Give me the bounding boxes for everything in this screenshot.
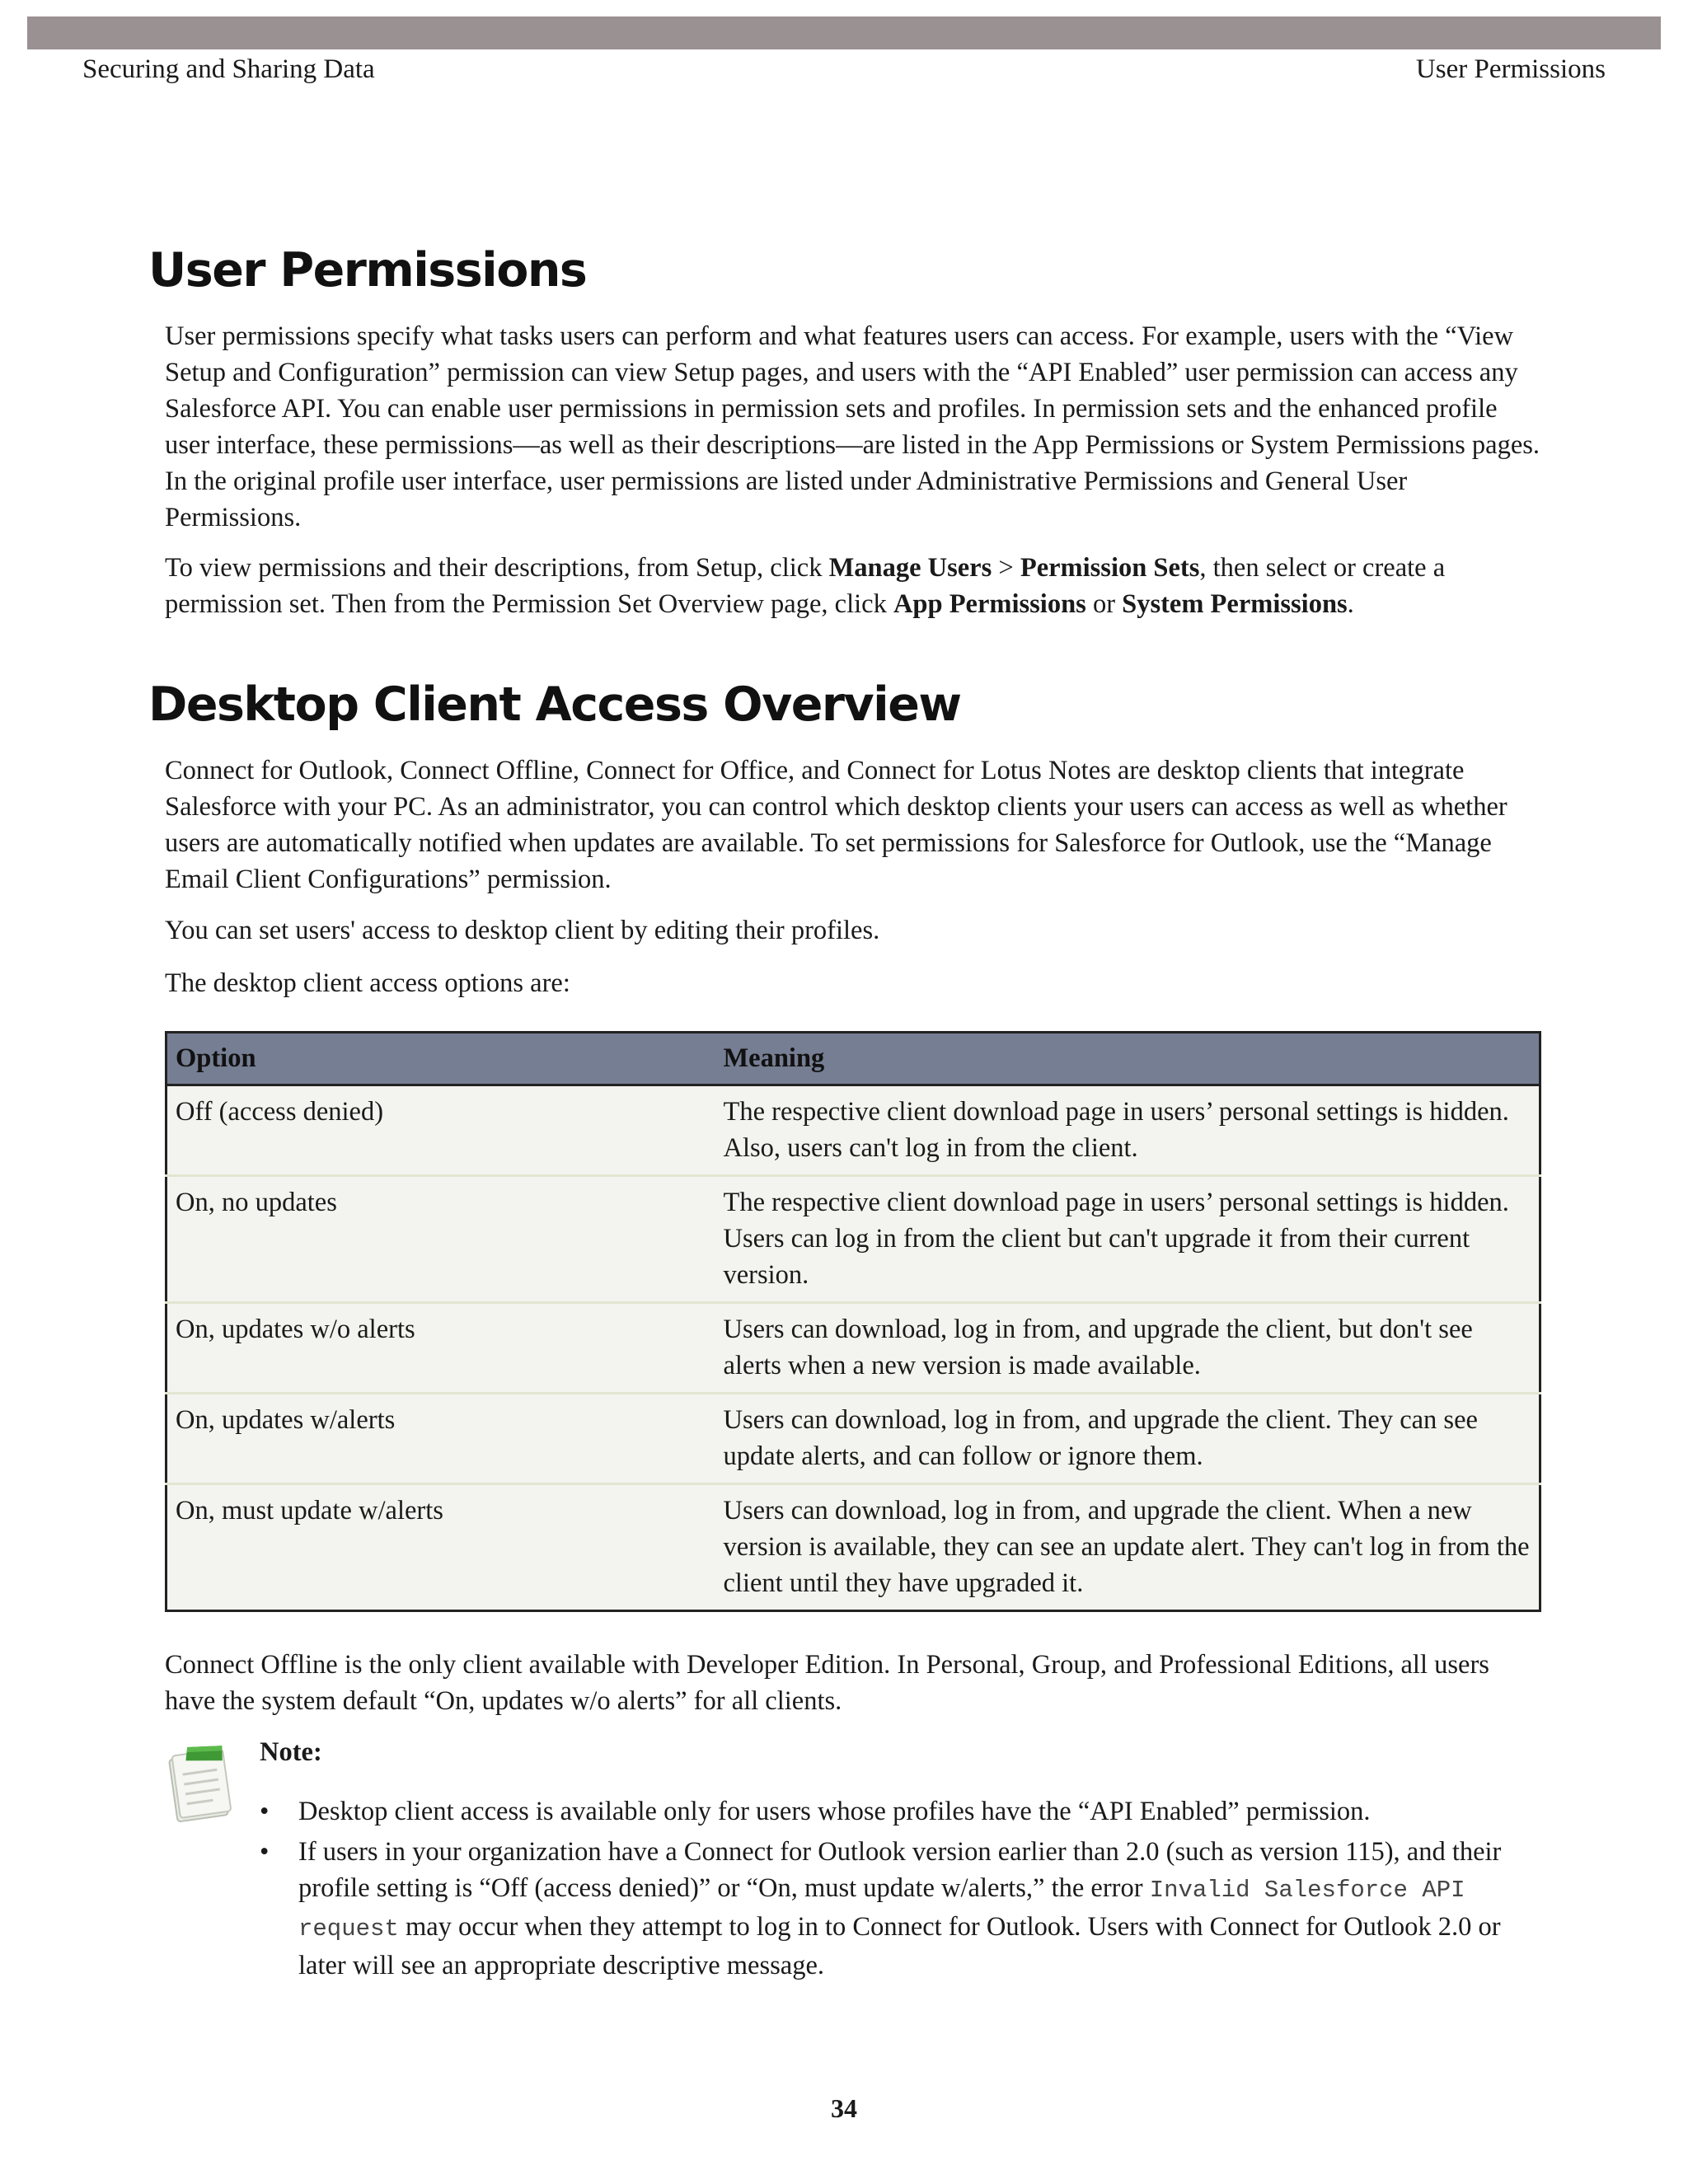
table-row — [166, 1394, 1540, 1484]
note-callout — [165, 1737, 1541, 1985]
permission-sets-link: Permission Sets — [1020, 553, 1200, 583]
system-permissions-link: System Permissions — [1122, 589, 1348, 619]
option-cell: On, updates w/alerts — [166, 1394, 715, 1484]
user-permissions-paragraph-2: To view permissions and their descriptions, from Setup, click Manage Users > Permission Sets, then select or create a permission set. Then from the Permission Set Overview page, click App Permissions or System Permissions. — [165, 553, 1446, 619]
desktop-paragraph-2: You can set users' access to desktop client by editing their profiles. — [165, 916, 880, 945]
bullet: • — [260, 1797, 270, 1826]
page-number: 34 — [831, 2093, 857, 2123]
running-head-topic: User Permissions — [1415, 54, 1606, 84]
desktop-paragraph-1: Connect for Outlook, Connect Offline, Connect for Office, and Connect for Lotus Notes are desktop clients that integrate Salesforce with your PC. As an administrator, you can control which desktop clients your users can access as well as whether users are automatically notified when updates are available. To set permissions for Salesforce for Outlook, use the “Manage Email Client Configurations” permission. — [165, 756, 1507, 894]
meaning-cell: Users can download, log in from, and upgrade the client. They can see update alerts, and can follow or ignore them. — [715, 1394, 1540, 1484]
note-list — [260, 1793, 1545, 1988]
table-row — [166, 1176, 1540, 1303]
column-header-meaning: Meaning — [715, 1033, 1540, 1085]
desktop-paragraph-3: The desktop client access options are: — [165, 968, 570, 998]
user-permissions-paragraph-1: User permissions specify what tasks users can perform and what features users can access. For example, users with the “View Setup and Configuration” permission can view Setup pages, and users with the “API Enabled” user permission can access any Salesforce API. You can enable user permissions in permission sets and profiles. In permission sets and the enhanced profile user interface, these permissions—as well as their descriptions—are listed in the App Permissions or System Permissions pages. In the original profile user interface, user permissions are listed under Administrative Permissions and General User Permissions. — [165, 321, 1540, 532]
list-item: • If users in your organization have a Connect for Outlook version earlier than 2.0 (such as version 115), and their profile setting is “Off (access denied)” or “On, must update w/alerts,” the error Invalid Salesforce API request may occur when they attempt to log in to Connect for Outlook. Users with Connect for Outlook 2.0 or later will see an appropriate descriptive message. — [260, 1834, 1545, 1984]
list-item: • Desktop client access is available only for users whose profiles have the “API Enabled” permission. — [260, 1793, 1545, 1830]
option-cell: Off (access denied) — [166, 1085, 715, 1176]
meaning-cell: Users can download, log in from, and upgrade the client. When a new version is available, they can see an update alert. They can't log in from the client until they have upgraded it. — [715, 1484, 1540, 1611]
app-permissions-link: App Permissions — [893, 589, 1086, 619]
table-header-row — [166, 1033, 1540, 1085]
table-row — [166, 1085, 1540, 1176]
note-label: Note: — [260, 1737, 322, 1767]
access-options-table — [165, 1031, 1541, 1612]
running-head-section: Securing and Sharing Data — [82, 54, 375, 84]
header-bar — [27, 16, 1661, 49]
option-cell: On, no updates — [166, 1176, 715, 1303]
after-table-paragraph: Connect Offline is the only client available with Developer Edition. In Personal, Group, and Professional Editions, all users have the system default “On, updates w/o alerts” for all clients. — [165, 1650, 1489, 1716]
table-row — [166, 1303, 1540, 1394]
meaning-cell: The respective client download page in users’ personal settings is hidden. Also, users can't log in from the client. — [715, 1085, 1540, 1176]
column-header-option: Option — [166, 1033, 715, 1085]
manage-users-link: Manage Users — [828, 553, 992, 583]
note-icon — [165, 1737, 239, 1828]
option-cell: On, must update w/alerts — [166, 1484, 715, 1611]
meaning-cell: The respective client download page in users’ personal settings is hidden. Users can log in from the client but can't upgrade it from their current version. — [715, 1176, 1540, 1303]
bullet: • — [260, 1837, 270, 1867]
heading-user-permissions: User Permissions — [148, 243, 587, 298]
meaning-cell: Users can download, log in from, and upgrade the client, but don't see alerts when a new version is made available. — [715, 1303, 1540, 1394]
error-code-text: Invalid Salesforce API request — [298, 1877, 1465, 1943]
heading-desktop-client-access: Desktop Client Access Overview — [148, 677, 961, 732]
table-row — [166, 1484, 1540, 1611]
option-cell: On, updates w/o alerts — [166, 1303, 715, 1394]
